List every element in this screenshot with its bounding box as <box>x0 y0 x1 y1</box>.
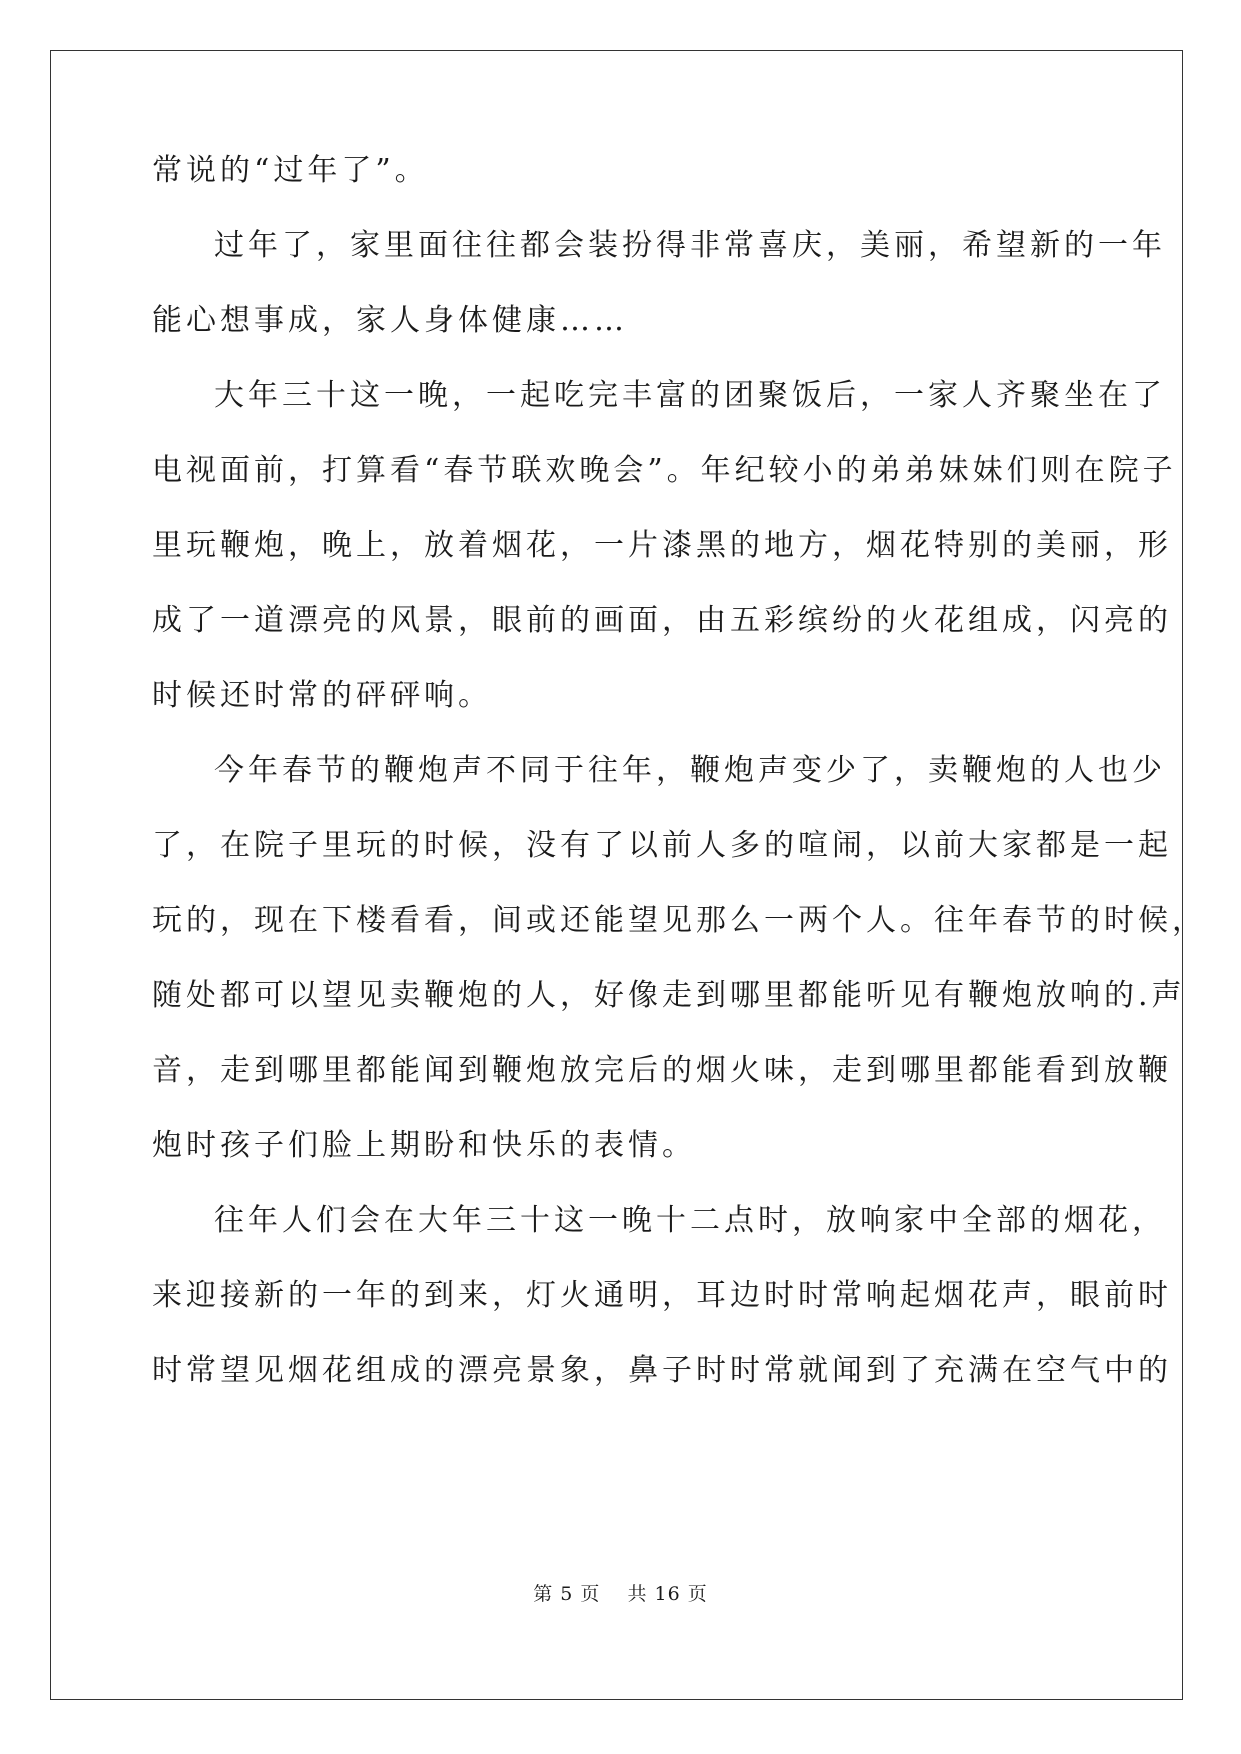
paragraph-line: 过年了，家里面往往都会装扮得非常喜庆，美丽，希望新的一年 <box>214 228 1166 263</box>
page-number-footer: 第 5 页 共 16 页 <box>533 1583 708 1605</box>
paragraph-line: 往年人们会在大年三十这一晚十二点时，放响家中全部的烟花， <box>214 1203 1166 1238</box>
paragraph-line: 炮时孩子们脸上期盼和快乐的表情。 <box>152 1128 696 1163</box>
paragraph-line: 来迎接新的一年的到来，灯火通明，耳边时时常响起烟花声，眼前时 <box>152 1278 1172 1313</box>
paragraph-line: 成了一道漂亮的风景，眼前的画面，由五彩缤纷的火花组成，闪亮的 <box>152 603 1172 638</box>
paragraph-line: 常说的“过年了”。 <box>152 153 429 188</box>
paragraph-line: 大年三十这一晚，一起吃完丰富的团聚饭后，一家人齐聚坐在了 <box>214 378 1166 413</box>
paragraph-line: 时候还时常的砰砰响。 <box>152 678 492 713</box>
paragraph-line: 电视面前，打算看“春节联欢晚会”。年纪较小的弟弟妹妹们则在院子 <box>152 453 1177 488</box>
paragraph-line: 里玩鞭炮，晚上，放着烟花，一片漆黑的地方，烟花特别的美丽，形 <box>152 528 1172 563</box>
paragraph-line: 随处都可以望见卖鞭炮的人，好像走到哪里都能听见有鞭炮放响的.声 <box>152 978 1186 1013</box>
paragraph-line: 了，在院子里玩的时候，没有了以前人多的喧闹，以前大家都是一起 <box>152 828 1172 863</box>
paragraph-line: 玩的，现在下楼看看，间或还能望见那么一两个人。往年春节的时候， <box>152 903 1206 938</box>
paragraph-line: 能心想事成，家人身体健康…… <box>152 303 628 338</box>
page-border <box>50 50 1183 1700</box>
paragraph-line: 时常望见烟花组成的漂亮景象，鼻子时时常就闻到了充满在空气中的 <box>152 1353 1172 1388</box>
paragraph-line: 音，走到哪里都能闻到鞭炮放完后的烟火味，走到哪里都能看到放鞭 <box>152 1053 1172 1088</box>
paragraph-line: 今年春节的鞭炮声不同于往年，鞭炮声变少了，卖鞭炮的人也少 <box>214 753 1166 788</box>
